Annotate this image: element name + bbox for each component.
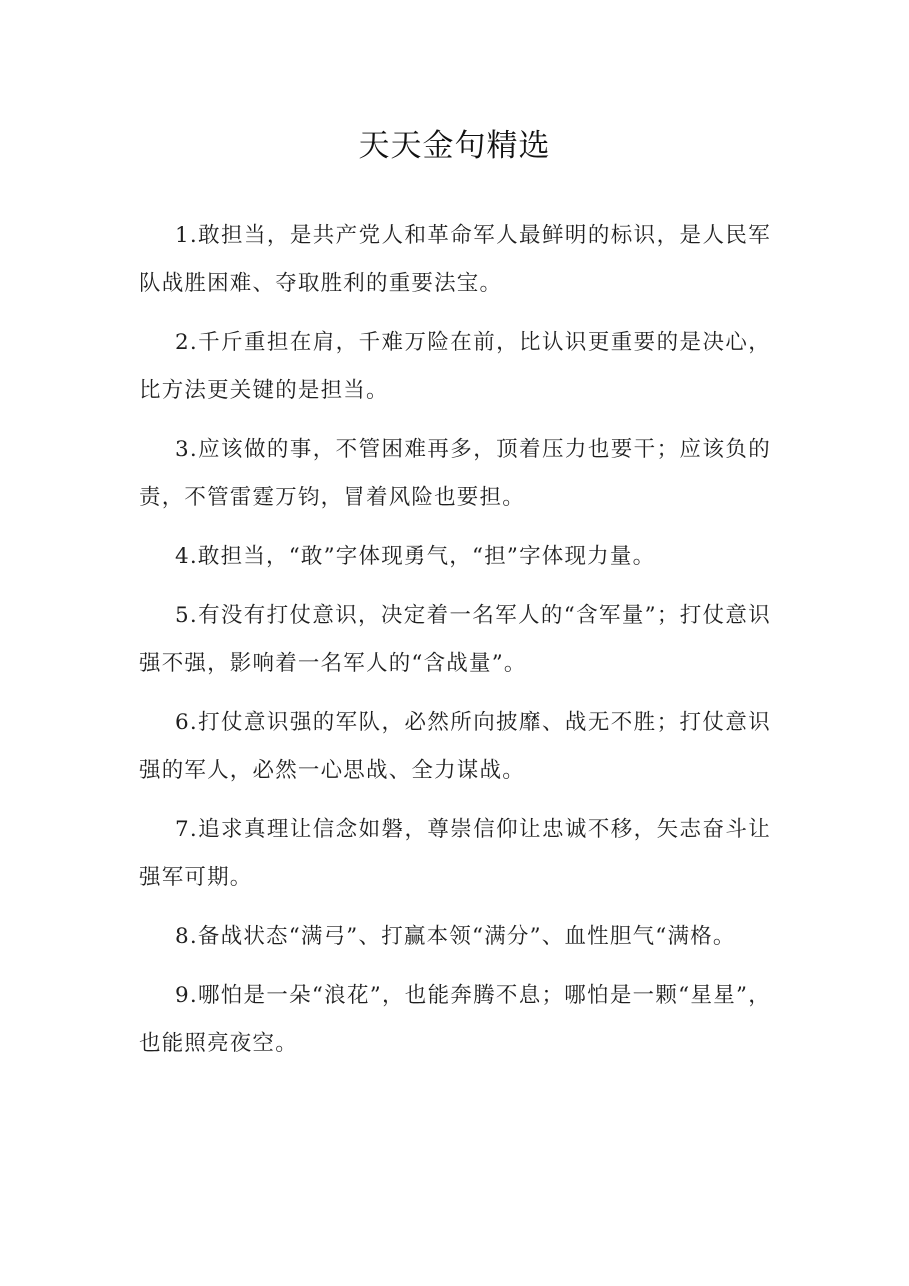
- quote-paragraph-9: 9.哪怕是一朵“浪花”，也能奔腾不息；哪怕是一颗“星星”，也能照亮夜空。: [139, 983, 771, 1056]
- quote-paragraph-3: 3.应该做的事，不管困难再多，顶着压力也要干；应该负的责，不管雷霆万钧，冒着风险也要担。: [139, 437, 771, 510]
- quote-paragraph-7: 7.追求真理让信念如磐，尊崇信仰让忠诚不移，矢志奋斗让强军可期。: [139, 817, 771, 890]
- quote-paragraph-6: 6.打仗意识强的军队，必然所向披靡、战无不胜；打仗意识强的军人，必然一心思战、全力谋战。: [139, 710, 771, 783]
- quote-paragraph-5: 5.有没有打仗意识，决定着一名军人的“含军量”；打仗意识强不强，影响着一名军人的“含战量”。: [139, 603, 771, 676]
- document-body: [139, 212, 771, 1079]
- quote-paragraph-2: 2.千斤重担在肩，千难万险在前，比认识更重要的是决心，比方法更关键的是担当。: [139, 330, 771, 403]
- quote-paragraph-1: 1.敢担当，是共产党人和革命军人最鲜明的标识，是人民军队战胜困难、夺取胜利的重要法宝。: [139, 223, 771, 296]
- document-title: 天天金句精选: [358, 128, 551, 164]
- quote-paragraph-8: 8.备战状态“满弓”、打赢本领“满分”、血性胆气“满格。: [175, 924, 736, 949]
- quote-paragraph-4: 4.敢担当，“敢”字体现勇气，“担”字体现力量。: [175, 544, 656, 569]
